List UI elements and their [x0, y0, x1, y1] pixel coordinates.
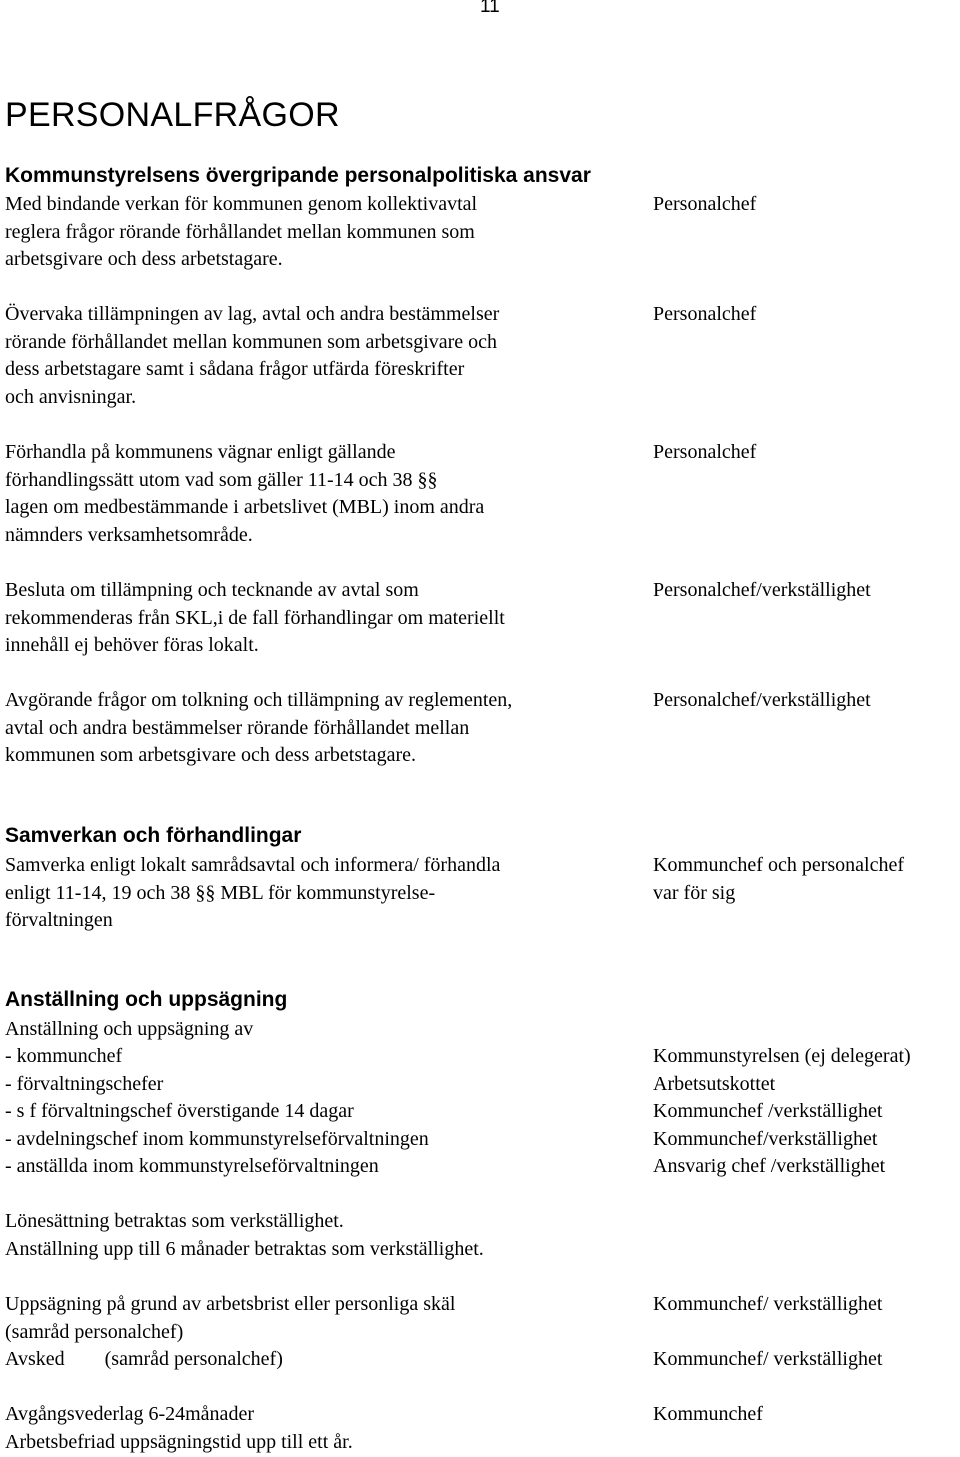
page-title: PERSONALFRÅGOR: [5, 96, 340, 134]
delegation-description: Avgångsvederlag 6-24månader Arbetsbefriad uppsägningstid upp till ett år.: [5, 1403, 353, 1453]
delegation-description: Avsked (samråd personalchef): [5, 1348, 283, 1370]
employment-list-authority: Kommunchef /verkställighet: [653, 1100, 883, 1122]
delegation-authority: Personalchef: [653, 441, 757, 463]
employment-list-item: - avdelningschef inom kommunstyrelseförvaltningen: [5, 1128, 429, 1150]
section-heading-employment: Anställning och uppsägning: [5, 988, 288, 1011]
delegation-description: Med bindande verkan för kommunen genom kollektivavtal reglera frågor rörande förhållandet mellan kommunen som arbetsgivare och dess arbetstagare.: [5, 193, 478, 270]
temporary-employment-note: Anställning upp till 6 månader betraktas som verkställighet.: [5, 1238, 484, 1260]
employment-list-authority: Kommunstyrelsen (ej delegerat): [653, 1045, 911, 1067]
delegation-authority: Personalchef/verkställighet: [653, 689, 871, 711]
delegation-authority: Personalchef: [653, 193, 757, 215]
delegation-authority: Kommunchef: [653, 1403, 763, 1425]
delegation-description: Samverka enligt lokalt samrådsavtal och informera/ förhandla enligt 11-14, 19 och 38 §§ MBL för kommunstyrelse- förvaltningen: [5, 854, 501, 931]
delegation-authority: Kommunchef/ verkställighet: [653, 1348, 883, 1370]
delegation-description: Uppsägning på grund av arbetsbrist eller personliga skäl (samråd personalchef): [5, 1293, 456, 1343]
delegation-authority: Personalchef: [653, 303, 757, 325]
employment-list-item: - s f förvaltningschef överstigande 14 dagar: [5, 1100, 354, 1122]
section-heading-personnel-policy: Kommunstyrelsens övergripande personalpolitiska ansvar: [5, 164, 591, 187]
delegation-description: Förhandla på kommunens vägnar enligt gällande förhandlingssätt utom vad som gäller 11-14 och 38 §§ lagen om medbestämmande i arbetslivet (MBL) inom andra nämnders verksamhetsområde.: [5, 441, 485, 546]
employment-list-authority: Arbetsutskottet: [653, 1073, 776, 1095]
salary-note: Lönesättning betraktas som verkställighet.: [5, 1210, 344, 1232]
section-heading-cooperation: Samverkan och förhandlingar: [5, 824, 302, 847]
delegation-authority: Kommunchef/ verkställighet: [653, 1293, 883, 1315]
employment-list-item: - kommunchef: [5, 1045, 123, 1067]
employment-intro: Anställning och uppsägning av: [5, 1018, 254, 1040]
employment-list-item: - anställda inom kommunstyrelseförvaltningen: [5, 1155, 379, 1177]
delegation-authority: Kommunchef och personalchef var för sig: [653, 854, 905, 904]
delegation-description: Besluta om tillämpning och tecknande av avtal som rekommenderas från SKL,i de fall förhandlingar om materiellt innehåll ej behöver föras lokalt.: [5, 579, 505, 656]
delegation-authority: Personalchef/verkställighet: [653, 579, 871, 601]
employment-list-item: - förvaltningschefer: [5, 1073, 164, 1095]
employment-list-authority: Ansvarig chef /verkställighet: [653, 1155, 886, 1177]
page-number: 11: [480, 0, 500, 17]
delegation-description: Övervaka tillämpningen av lag, avtal och andra bestämmelser rörande förhållandet mellan kommunen som arbetsgivare och dess arbetstagare samt i sådana frågor utfärda föreskrifter och anvisningar.: [5, 303, 500, 408]
employment-list-authority: Kommunchef/verkställighet: [653, 1128, 878, 1150]
delegation-description: Avgörande frågor om tolkning och tillämpning av reglementen, avtal och andra bestämmelser rörande förhållandet mellan kommunen som arbetsgivare och dess arbetstagare.: [5, 689, 513, 766]
